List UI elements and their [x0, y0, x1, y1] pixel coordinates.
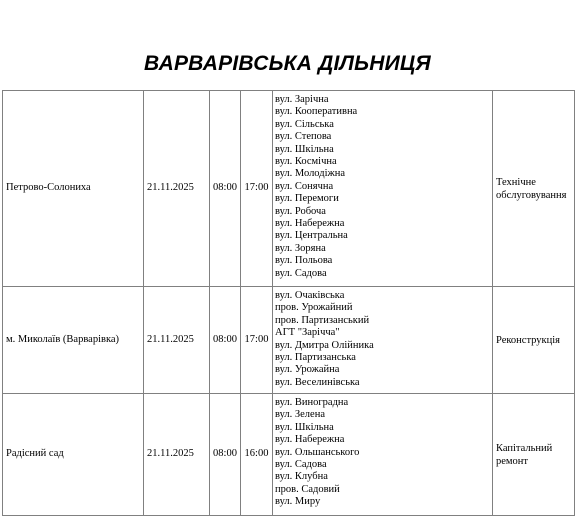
street-item: вул. Польова	[275, 255, 333, 267]
street-item: вул. Степова	[275, 131, 332, 143]
street-item: вул. Зоряна	[275, 242, 326, 254]
street-item: вул. Садова	[275, 459, 327, 471]
street-item: вул. Дмитра Олійника	[275, 339, 374, 351]
street-item: вул. Шкільна	[275, 421, 334, 433]
streets-cell	[273, 287, 493, 394]
street-item: вул. Ольшанського	[275, 446, 360, 458]
locality-cell: Петрово-Солониха	[3, 91, 144, 287]
outage-schedule-table	[2, 90, 575, 516]
date-cell: 21.11.2025	[144, 394, 210, 516]
table-row	[3, 394, 575, 516]
street-item: пров. Садовий	[275, 483, 340, 495]
street-item: вул. Сонячна	[275, 180, 334, 192]
street-item: вул. Веселинівська	[275, 376, 360, 388]
table-row	[3, 91, 575, 287]
street-item: вул. Зелена	[275, 409, 325, 421]
end-time-cell: 17:00	[241, 287, 273, 394]
street-item: вул. Урожайна	[275, 364, 340, 376]
table-row	[3, 287, 575, 394]
street-item: пров. Урожайний	[275, 302, 353, 314]
start-time-cell: 08:00	[210, 91, 241, 287]
street-item: вул. Миру	[275, 496, 321, 508]
street-item: вул. Молодіжна	[275, 168, 346, 180]
end-time-cell: 17:00	[241, 91, 273, 287]
street-item: вул. Очаківська	[275, 290, 345, 301]
locality-cell: м. Миколаїв (Варварівка)	[3, 287, 144, 394]
street-item: вул. Зарічна	[275, 94, 329, 105]
street-item: вул. Сільська	[275, 118, 334, 130]
streets-cell	[273, 91, 493, 287]
street-item: пров. Партизанський	[275, 314, 370, 326]
page-title: ВАРВАРІВСЬКА ДІЛЬНИЦЯ	[144, 52, 431, 75]
date-cell: 21.11.2025	[144, 91, 210, 287]
end-time-cell: 16:00	[241, 394, 273, 516]
street-item: вул. Центральна	[275, 230, 348, 242]
start-time-cell: 08:00	[210, 287, 241, 394]
street-item: вул. Набережна	[275, 434, 345, 446]
work-type-cell: Реконструкція	[493, 287, 575, 394]
street-item: вул. Партизанська	[275, 352, 356, 364]
street-item: вул. Робоча	[275, 205, 326, 217]
date-cell: 21.11.2025	[144, 287, 210, 394]
work-type-cell: Капітальний ремонт	[493, 394, 575, 516]
start-time-cell: 08:00	[210, 394, 241, 516]
street-item: вул. Шкільна	[275, 143, 334, 155]
street-item: АГТ "Зарічча"	[275, 327, 340, 339]
street-item: вул. Виноградна	[275, 397, 349, 408]
streets-cell	[273, 394, 493, 516]
street-item: вул. Набережна	[275, 218, 345, 230]
locality-cell: Радісний сад	[3, 394, 144, 516]
street-item: вул. Космічна	[275, 156, 337, 168]
street-item: вул. Клубна	[275, 471, 328, 483]
street-item: вул. Кооперативна	[275, 106, 358, 118]
street-item: вул. Садова	[275, 267, 327, 279]
street-item: вул. Перемоги	[275, 193, 339, 205]
work-type-cell: Технічне обслуговування	[493, 91, 575, 287]
